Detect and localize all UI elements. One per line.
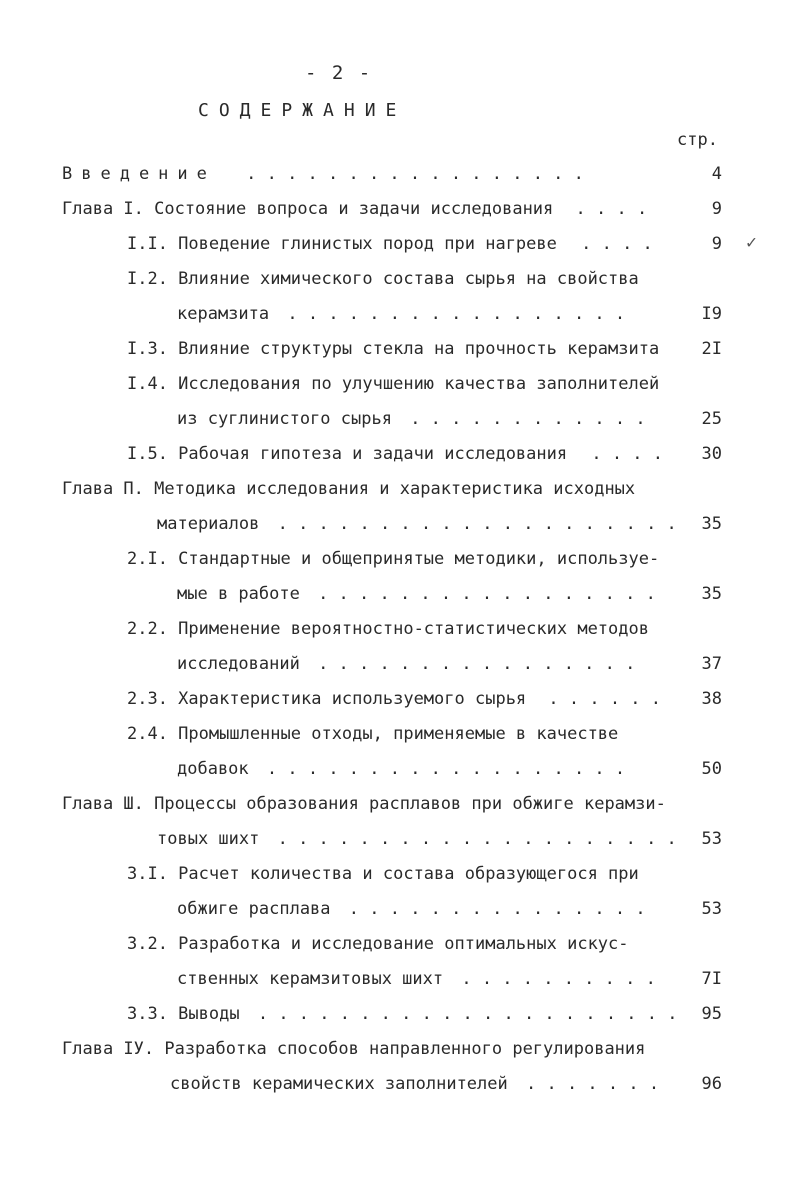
toc-entry-1-2-cont: керамзита . . . . . . . . . . . . . . . . . — [177, 304, 626, 324]
toc-page: 35 — [701, 584, 722, 604]
toc-entry-2-2: 2.2. Применение вероятностно-статистических методов — [127, 619, 649, 639]
toc-entry-3-1-cont: обжиге расплава . . . . . . . . . . . . . . . — [177, 899, 646, 919]
toc-entry-chapter-4-cont: свойств керамических заполнителей . . . . . . . — [170, 1074, 660, 1094]
toc-entry-3-3: 3.3. Выводы . . . . . . . . . . . . . . . . . . . . . — [127, 1004, 678, 1024]
toc-entry-1-4-cont: из суглинистого сырья . . . . . . . . . . . . — [177, 409, 646, 429]
toc-page: I9 — [701, 304, 722, 324]
toc-entry-introduction: Введение . . . . . . . . . . . . . . . . . — [62, 164, 584, 184]
page-column-header: стр. — [677, 130, 718, 150]
toc-page: 53 — [701, 899, 722, 919]
toc-entry-1-1: I.I. Поведение глинистых пород при нагреве . . . . — [127, 234, 653, 254]
toc-entry-chapter-3: Глава Ш. Процессы образования расплавов при обжиге керамзи- — [62, 794, 666, 814]
toc-page: 2I — [701, 339, 722, 359]
toc-entry-3-1: 3.I. Расчет количества и состава образующегося при — [127, 864, 639, 884]
toc-page: 35 — [701, 514, 722, 534]
toc-entry-2-2-cont: исследований . . . . . . . . . . . . . . . . — [177, 654, 636, 674]
toc-page: 53 — [701, 829, 722, 849]
page-number: - 2 - — [305, 62, 373, 84]
toc-entry-chapter-1: Глава I. Состояние вопроса и задачи исследования . . . . — [62, 199, 648, 219]
handwritten-check-mark: ✓ — [746, 232, 757, 253]
toc-entry-chapter-2: Глава П. Методика исследования и характеристика исходных — [62, 479, 636, 499]
page-title: СОДЕРЖАНИЕ — [198, 100, 407, 121]
toc-entry-2-1-cont: мые в работе . . . . . . . . . . . . . . . . . — [177, 584, 656, 604]
toc-page: 37 — [701, 654, 722, 674]
toc-page: 7I — [701, 969, 722, 989]
toc-entry-2-4: 2.4. Промышленные отходы, применяемые в качестве — [127, 724, 619, 744]
toc-page: 50 — [701, 759, 722, 779]
toc-page: 38 — [701, 689, 722, 709]
toc-page: 30 — [701, 444, 722, 464]
toc-page: 96 — [701, 1074, 722, 1094]
toc-page: 9 — [711, 234, 722, 254]
toc-entry-3-2-cont: ственных керамзитовых шихт . . . . . . . . . . — [177, 969, 656, 989]
toc-entry-1-4: I.4. Исследования по улучшению качества заполнителей — [127, 374, 660, 394]
toc-page: 25 — [701, 409, 722, 429]
toc-page: 4 — [711, 164, 722, 184]
toc-entry-3-2: 3.2. Разработка и исследование оптимальных искус- — [127, 934, 629, 954]
toc-entry-chapter-3-cont: товых шихт . . . . . . . . . . . . . . . . . . . . — [157, 829, 677, 849]
toc-page: 9 — [711, 199, 722, 219]
toc-entry-1-3: I.3. Влияние структуры стекла на прочность керамзита — [127, 339, 660, 359]
toc-entry-1-5: I.5. Рабочая гипотеза и задачи исследования . . . . — [127, 444, 664, 464]
toc-entry-2-1: 2.I. Стандартные и общепринятые методики, используе- — [127, 549, 660, 569]
toc-page: 95 — [701, 1004, 722, 1024]
toc-entry-2-4-cont: добавок . . . . . . . . . . . . . . . . . . — [177, 759, 626, 779]
toc-entry-2-3: 2.3. Характеристика используемого сырья . . . . . . — [127, 689, 662, 709]
toc-entry-1-2: I.2. Влияние химического состава сырья на свойства — [127, 269, 639, 289]
toc-entry-chapter-2-cont: материалов . . . . . . . . . . . . . . . . . . . . — [157, 514, 677, 534]
toc-entry-chapter-4: Глава IУ. Разработка способов направленного регулирования — [62, 1039, 646, 1059]
